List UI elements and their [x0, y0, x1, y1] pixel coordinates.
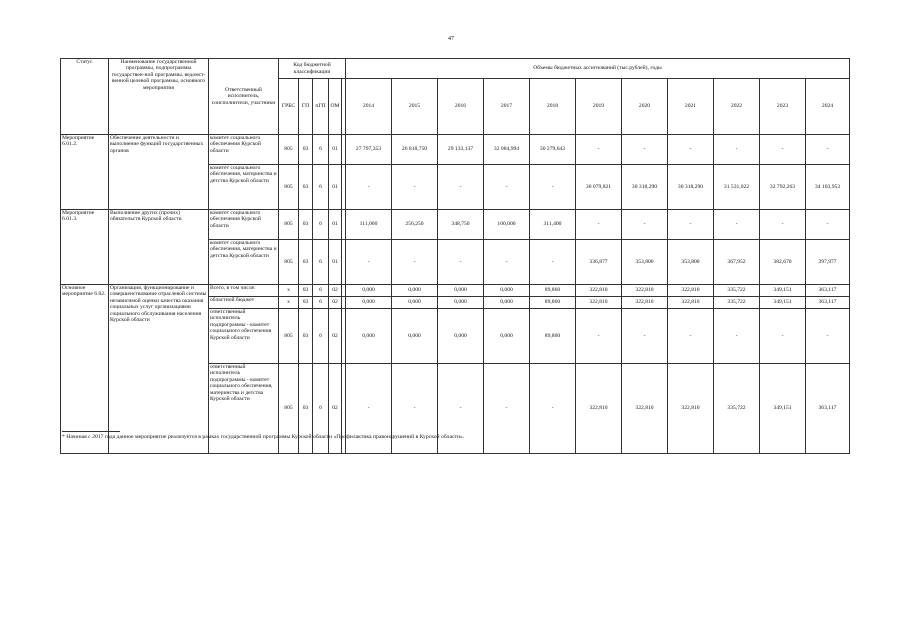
row-value: 335,722: [714, 297, 760, 309]
row-code: 6: [313, 165, 329, 210]
row-value: 335,722: [714, 285, 760, 297]
row-name: Организация, функционирование и совершенствование отраслевой системы независимой оценки качества оказания социальных услуг организациями социального обслуживания населения Курской области: [109, 285, 209, 454]
row-code: х: [279, 285, 299, 297]
row-status: Мероприятие 6.01.3.: [61, 210, 109, 285]
row-value: 382,670: [760, 240, 806, 285]
row-code: 6: [313, 297, 329, 309]
header-code: ОМ: [329, 79, 342, 135]
header-budget-code: Код бюджетной классификации: [279, 59, 346, 79]
row-value: 349,151: [760, 285, 806, 297]
row-code: 03: [299, 165, 313, 210]
header-year: 2019: [576, 79, 622, 135]
row-code: 01: [329, 165, 342, 210]
table-row: [61, 135, 850, 165]
row-name: Выполнение других (прочих) обязательств Курской области: [109, 210, 209, 285]
row-responsible: ответственный исполнитель подпрограммы - комитет социального обеспечения, материнства и детства Курской области: [209, 364, 279, 454]
row-value: -: [714, 135, 760, 165]
row-value: 27 797,353: [346, 135, 392, 165]
row-code: 6: [313, 309, 329, 364]
header-year: 2020: [622, 79, 668, 135]
row-value: -: [438, 165, 484, 210]
row-code: 01: [329, 240, 342, 285]
row-value: 348,750: [438, 210, 484, 240]
header-year: 2016: [438, 79, 484, 135]
row-code: 805: [279, 364, 299, 454]
row-status: Мероприятие 6.01.2.: [61, 135, 109, 210]
row-value: -: [484, 240, 530, 285]
row-code: 6: [313, 285, 329, 297]
row-value: 0,000: [484, 309, 530, 364]
row-code: 03: [299, 210, 313, 240]
row-value: 0,000: [484, 297, 530, 309]
row-code: 6: [313, 210, 329, 240]
row-value: 32 084,994: [484, 135, 530, 165]
row-value: 353,800: [668, 240, 714, 285]
row-value: -: [576, 309, 622, 364]
row-value: -: [622, 210, 668, 240]
header-responsible: Ответственный исполнитель, соисполнители, участники: [209, 59, 279, 135]
row-value: -: [530, 165, 576, 210]
row-code: 03: [299, 309, 313, 364]
row-value: -: [714, 210, 760, 240]
row-value: -: [530, 364, 576, 454]
footnote-rule: [62, 431, 120, 432]
row-value: 89,860: [530, 285, 576, 297]
row-code: х: [279, 297, 299, 309]
header-year: 2021: [668, 79, 714, 135]
row-code: 02: [329, 297, 342, 309]
row-code: 03: [299, 285, 313, 297]
row-value: 0,000: [392, 309, 438, 364]
row-value: 322,810: [622, 297, 668, 309]
row-value: -: [530, 240, 576, 285]
row-value: 0,000: [438, 309, 484, 364]
row-value: 322,810: [576, 364, 622, 454]
budget-table: [60, 58, 850, 454]
row-value: -: [622, 309, 668, 364]
row-value: 0,000: [438, 297, 484, 309]
row-value: -: [806, 210, 850, 240]
row-name: Обеспечение деятельности и выполнение функций государственных органов: [109, 135, 209, 210]
row-value: 322,810: [576, 285, 622, 297]
table-body: [61, 135, 850, 454]
row-code: 6: [313, 240, 329, 285]
row-value: 322,810: [576, 297, 622, 309]
row-code: 01: [329, 210, 342, 240]
row-value: -: [346, 240, 392, 285]
row-code: 03: [299, 297, 313, 309]
row-value: 335,722: [714, 364, 760, 454]
row-value: 34 103,953: [806, 165, 850, 210]
row-value: 26 818,750: [392, 135, 438, 165]
row-value: 0,000: [346, 297, 392, 309]
row-value: 0,000: [346, 285, 392, 297]
row-value: -: [346, 364, 392, 454]
row-code: 805: [279, 210, 299, 240]
row-value: -: [484, 165, 530, 210]
header-year: 2022: [714, 79, 760, 135]
header-year: 2014: [346, 79, 392, 135]
row-code: 805: [279, 240, 299, 285]
row-value: 322,810: [668, 285, 714, 297]
row-value: -: [760, 309, 806, 364]
header-code: ГРБС: [279, 79, 299, 135]
row-value: -: [438, 364, 484, 454]
row-value: -: [576, 210, 622, 240]
row-value: 322,810: [668, 364, 714, 454]
row-value: 363,117: [806, 285, 850, 297]
header-volumes: Объемы бюджетных ассигнований (тыс.рублей), годы: [346, 59, 850, 79]
header-year: 2017: [484, 79, 530, 135]
row-value: -: [576, 135, 622, 165]
row-code: 805: [279, 165, 299, 210]
row-code: 03: [299, 135, 313, 165]
row-value: 89,860: [530, 309, 576, 364]
row-value: 111,000: [346, 210, 392, 240]
row-value: 0,000: [392, 285, 438, 297]
header-year: 2023: [760, 79, 806, 135]
row-responsible: комитет социального обеспечения, материнства и детства Курской области: [209, 165, 279, 210]
row-value: 0,000: [438, 285, 484, 297]
row-value: -: [392, 240, 438, 285]
row-value: 32 792,263: [760, 165, 806, 210]
page-number: 47: [448, 36, 454, 42]
table-row: [61, 210, 850, 240]
row-value: 363,117: [806, 297, 850, 309]
row-value: 30 318,290: [622, 165, 668, 210]
header-year: 2024: [806, 79, 850, 135]
row-value: 311,400: [530, 210, 576, 240]
row-value: -: [346, 165, 392, 210]
footnote: * Начиная с 2017 года данное мероприятие реализуется в рамках государственной программы Курской области «Профилактика правонарушений в Курской области».: [62, 434, 465, 440]
row-value: 367,952: [714, 240, 760, 285]
header-year: 2018: [530, 79, 576, 135]
row-value: -: [760, 210, 806, 240]
row-value: -: [668, 135, 714, 165]
row-value: -: [392, 364, 438, 454]
row-value: 322,810: [622, 364, 668, 454]
row-value: 89,860: [530, 297, 576, 309]
row-value: -: [760, 135, 806, 165]
row-value: 30 318,290: [668, 165, 714, 210]
header-name: Наименование государственной программы, подпрограммы государствен-ной программы, ведомст-венной целевой программы, основного мероприятия: [109, 59, 209, 135]
row-value: 397,977: [806, 240, 850, 285]
row-responsible: областной бюджет: [209, 297, 279, 309]
row-value: -: [806, 135, 850, 165]
row-value: 349,151: [760, 297, 806, 309]
row-value: -: [622, 135, 668, 165]
row-value: -: [668, 210, 714, 240]
row-value: -: [484, 364, 530, 454]
header-year: 2015: [392, 79, 438, 135]
row-value: -: [668, 309, 714, 364]
row-value: 29 133,137: [438, 135, 484, 165]
header-status: Статус: [61, 59, 109, 135]
row-value: -: [392, 165, 438, 210]
row-value: 349,151: [760, 364, 806, 454]
row-value: -: [714, 309, 760, 364]
header-code: пГП: [313, 79, 329, 135]
row-value: 353,800: [622, 240, 668, 285]
row-value: 0,000: [346, 309, 392, 364]
row-responsible: ответственный исполнитель подпрограммы - комитет социального обеспечения Курской области: [209, 309, 279, 364]
row-status: Основное мероприятие 6.02.: [61, 285, 109, 454]
row-code: 6: [313, 135, 329, 165]
row-value: 322,810: [622, 285, 668, 297]
row-value: 336,877: [576, 240, 622, 285]
row-value: 30 279,643: [530, 135, 576, 165]
row-responsible: комитет социального обеспечения, материнства и детства Курской области: [209, 240, 279, 285]
row-value: 322,810: [668, 297, 714, 309]
row-value: -: [806, 309, 850, 364]
row-responsible: Всего, в том числе:: [209, 285, 279, 297]
row-responsible: комитет социального обеспечения Курской области: [209, 210, 279, 240]
row-value: -: [438, 240, 484, 285]
row-code: 805: [279, 309, 299, 364]
table-row: [61, 285, 850, 297]
row-value: 256,250: [392, 210, 438, 240]
row-responsible: комитет социального обеспечения Курской области: [209, 135, 279, 165]
header-code: ГП: [299, 79, 313, 135]
row-value: 30 079,821: [576, 165, 622, 210]
row-code: 02: [329, 285, 342, 297]
row-code: 01: [329, 135, 342, 165]
row-code: 02: [329, 309, 342, 364]
row-value: 0,000: [392, 297, 438, 309]
row-code: 03: [299, 240, 313, 285]
row-value: 100,000: [484, 210, 530, 240]
row-value: 363,117: [806, 364, 850, 454]
row-code: 6: [313, 364, 329, 454]
row-code: 02: [329, 364, 342, 454]
row-code: 805: [279, 135, 299, 165]
row-value: 31 531,022: [714, 165, 760, 210]
row-value: 0,000: [484, 285, 530, 297]
row-code: 03: [299, 364, 313, 454]
